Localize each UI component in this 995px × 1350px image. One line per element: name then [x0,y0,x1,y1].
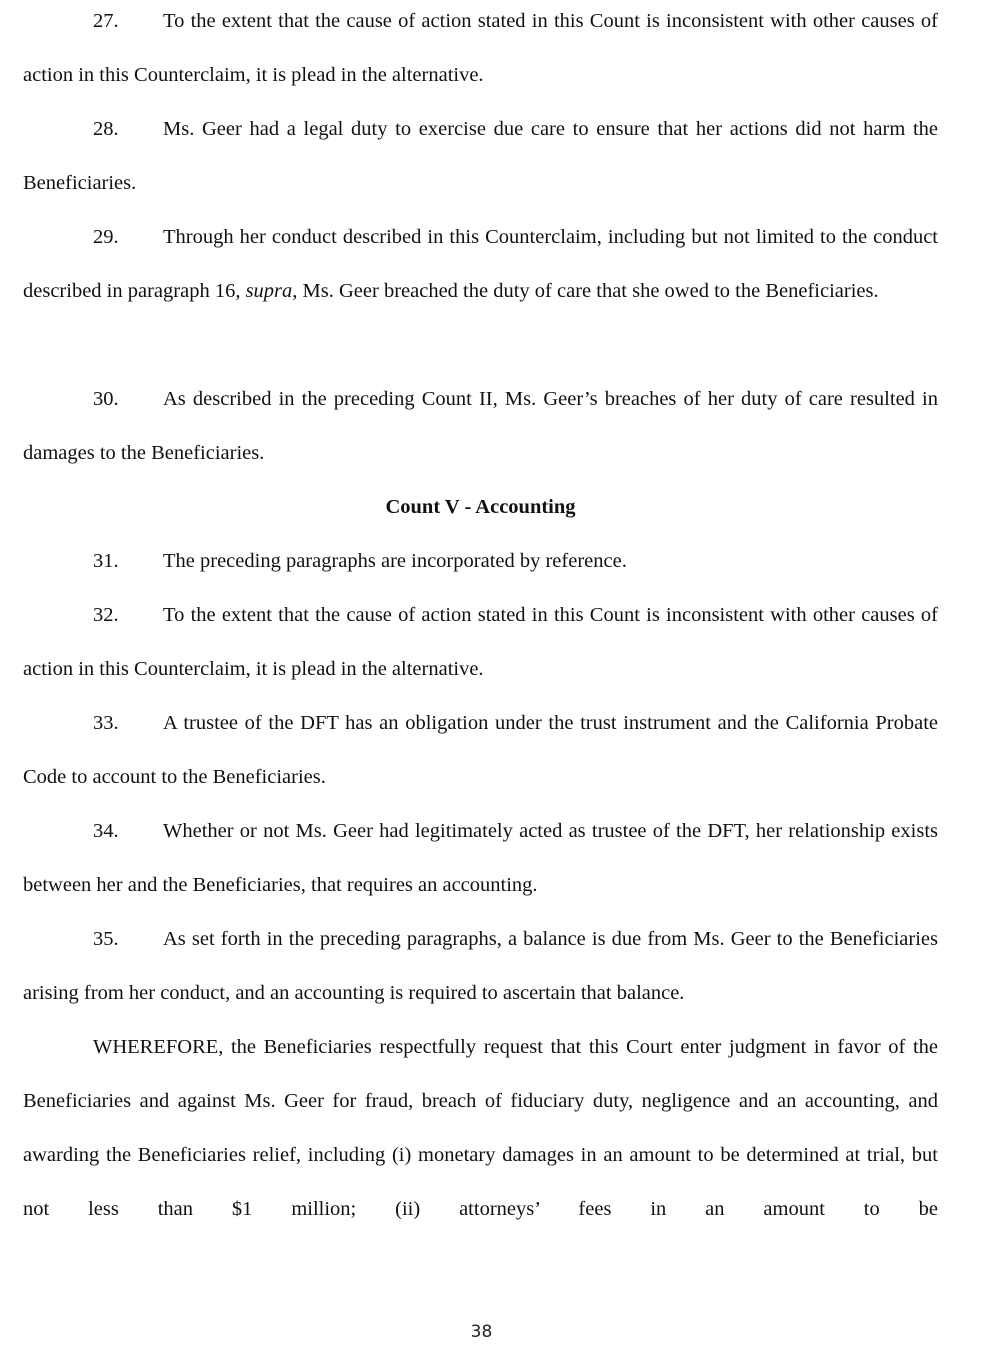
paragraph-27 [23,0,938,102]
paragraph-number: 28. [93,118,119,140]
paragraph-30 [23,372,938,480]
paragraph-number: 30. [93,388,119,410]
paragraph-34 [23,804,938,912]
paragraph-text: Whether or not Ms. Geer had legitimately acted as trustee of the DFT, her relationship exists between her and the Beneficiaries, that requires an accounting. [23,820,938,896]
paragraph-number: 31. [93,550,119,572]
paragraph-number: 29. [93,226,119,248]
paragraph-35 [23,912,938,1020]
paragraph-text: To the extent that the cause of action stated in this Count is inconsistent with other causes of action in this Counterclaim, it is plead in the alternative. [23,10,938,86]
paragraph-text: Through her conduct described in this Counterclaim, including but not limited to the conduct described in paragraph 16, [23,226,938,302]
italic-citation: supra [245,280,293,302]
paragraph-33 [23,696,938,804]
paragraph-number: 32. [93,604,119,626]
paragraph-number: 33. [93,712,119,734]
paragraph-text: The preceding paragraphs are incorporated by reference. [163,550,627,572]
paragraph-text: Ms. Geer had a legal duty to exercise due care to ensure that her actions did not harm the Beneficiaries. [23,118,938,194]
paragraph-28 [23,102,938,210]
paragraph-text: As set forth in the preceding paragraphs, a balance is due from Ms. Geer to the Beneficiaries arising from her conduct, and an accounting is required to ascertain that balance. [23,928,938,1004]
paragraph-31 [23,534,938,588]
paragraph-32 [23,588,938,696]
paragraph-text: As described in the preceding Count II, Ms. Geer’s breaches of her duty of care resulted in damages to the Beneficiaries. [23,388,938,464]
paragraph-29 [23,210,938,318]
paragraph-text: WHEREFORE, the Beneficiaries respectfully request that this Court enter judgment in favor of the Beneficiaries and against Ms. Geer for fraud, breach of fiduciary duty, negligence and an accounting, and awarding the Beneficiaries relief, including (i) monetary damages in an amount to be determined at trial, but not less than $1 million; (ii) attorneys’ fees in an amount to be [23,1036,938,1220]
paragraph-number: 34. [93,820,119,842]
section-heading: Count V - Accounting [385,496,576,518]
page-number: 38 [470,1322,493,1342]
paragraph-text: A trustee of the DFT has an obligation under the trust instrument and the California Probate Code to account to the Beneficiaries. [23,712,938,788]
paragraph-number: 27. [93,10,119,32]
wherefore-paragraph [23,1020,938,1236]
paragraph-text: , Ms. Geer breached the duty of care that she owed to the Beneficiaries. [292,280,879,302]
paragraph-number: 35. [93,928,119,950]
paragraph-text: To the extent that the cause of action stated in this Count is inconsistent with other causes of action in this Counterclaim, it is plead in the alternative. [23,604,938,680]
